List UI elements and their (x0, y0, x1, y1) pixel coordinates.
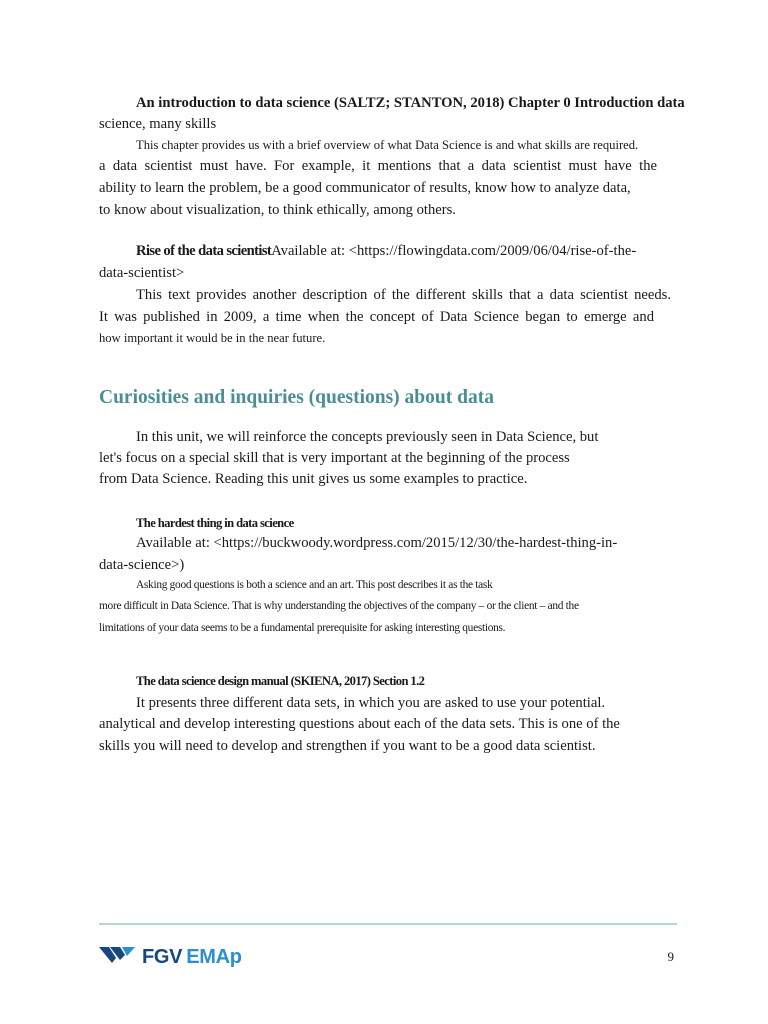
rise-desc-line: This text provides another description of the different skills that a data scientist needs. (136, 287, 671, 303)
rise-desc-line: how important it would be in the near future. (99, 331, 326, 345)
hardest-desc-line: Asking good questions is both a science and an art. This post describes it as the task (136, 579, 493, 591)
fgv-emap-logo (99, 944, 259, 968)
skiena-title: The data science design manual (SKIENA, 2017) Section 1.2 (136, 674, 425, 688)
intro-line: let's focus on a special skill that is very important at the beginning of the process (99, 450, 570, 466)
logo-wordmark (142, 944, 242, 970)
fgv-logo-mark-icon (99, 947, 135, 963)
saltz-desc-line: a data scientist must have. For example, it mentions that a data scientist must have the (99, 158, 657, 174)
logo-fgv-text: FGV (142, 946, 183, 968)
skiena-desc-line: It presents three different data sets, in which you are asked to use your potential. (136, 695, 606, 711)
hardest-link[interactable]: Available at: <https://buckwoody.wordpress.com/2015/12/30/the-hardest-thing-in- (136, 535, 618, 551)
rise-title: Rise of the data scientist (136, 243, 272, 259)
hardest-desc-line: more difficult in Data Science. That is why understanding the objectives of the company – or the client – and the (99, 600, 579, 612)
rise-link-cont[interactable]: data-scientist> (99, 265, 185, 281)
intro-line: In this unit, we will reinforce the concepts previously seen in Data Science, but (136, 429, 599, 445)
rise-link[interactable]: Available at: <https://flowingdata.com/2009/06/04/rise-of-the- (271, 243, 637, 259)
saltz-desc-line: ability to learn the problem, be a good communicator of results, know how to analyze data, (99, 180, 631, 196)
hardest-title: The hardest thing in data science (136, 516, 294, 530)
intro-line: from Data Science. Reading this unit gives us some examples to practice. (99, 471, 528, 487)
rise-entry (136, 241, 636, 261)
hardest-link-cont[interactable]: data-science>) (99, 557, 185, 573)
saltz-title-cont: science, many skills (99, 116, 217, 132)
skiena-desc-line: skills you will need to develop and strengthen if you want to be a good data scientist. (99, 738, 596, 754)
footer-divider (99, 923, 677, 925)
saltz-desc-line: This chapter provides us with a brief overview of what Data Science is and what skills are required. (136, 138, 639, 152)
skiena-desc-line: analytical and develop interesting questions about each of the data sets. This is one of the (99, 716, 620, 732)
section-heading: Curiosities and inquiries (questions) about data (99, 387, 494, 408)
saltz-desc-line: to know about visualization, to think ethically, among others. (99, 202, 456, 218)
hardest-desc-line: limitations of your data seems to be a fundamental prerequisite for asking interesting questions. (99, 622, 506, 634)
page-number: 9 (667, 949, 674, 964)
rise-desc-line: It was published in 2009, a time when the concept of Data Science began to emerge and (99, 309, 654, 325)
logo-emap-text: EMAp (186, 946, 242, 968)
saltz-title: An introduction to data science (SALTZ; STANTON, 2018) Chapter 0 Introduction data (136, 95, 685, 111)
